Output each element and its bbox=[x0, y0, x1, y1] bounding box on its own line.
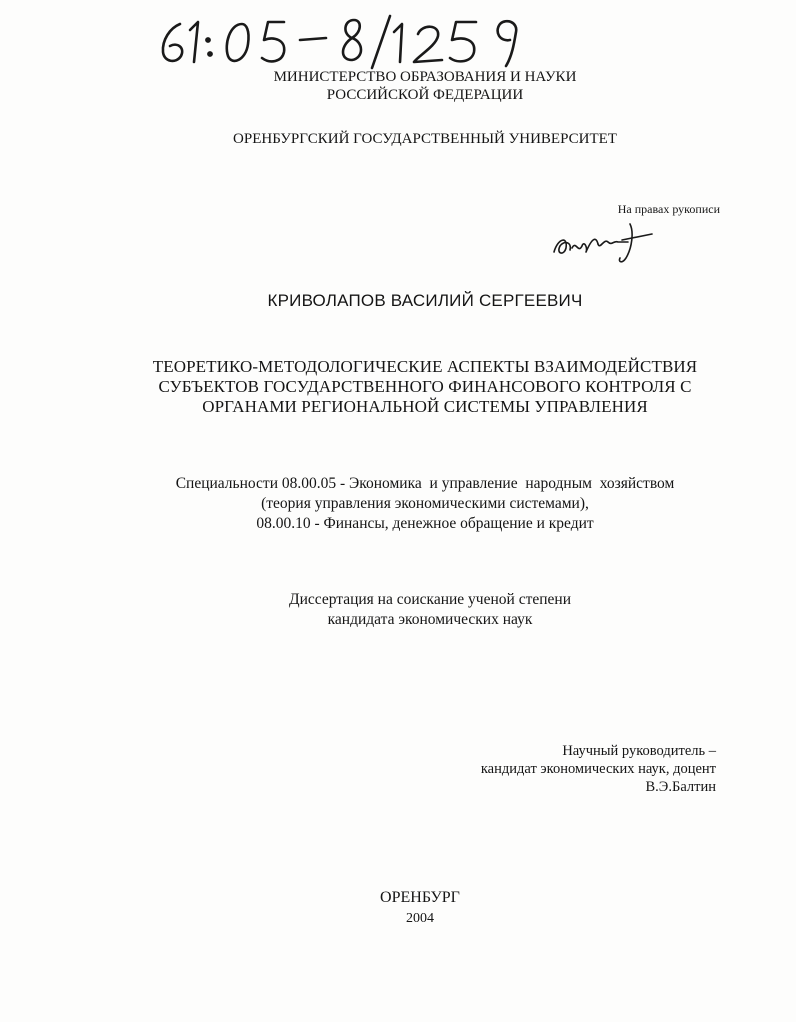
specialty-block bbox=[90, 474, 760, 534]
city: ОРЕНБУРГ bbox=[380, 889, 460, 906]
handwritten-catalog-number bbox=[150, 10, 550, 74]
ministry-line-2: РОССИЙСКОЙ ФЕДЕРАЦИИ bbox=[326, 87, 524, 103]
specialty-line-3: 08.00.10 - Финансы, денежное обращение и кредит bbox=[256, 515, 594, 532]
degree-line-2: кандидата экономических наук bbox=[327, 611, 533, 628]
ministry-heading bbox=[200, 68, 650, 104]
specialty-line-2: (теория управления экономическими системами), bbox=[261, 495, 589, 512]
degree-statement bbox=[200, 590, 660, 630]
supervisor-line-2: кандидат экономических наук, доцент bbox=[480, 761, 716, 777]
specialty-line-1: Специальности 08.00.05 - Экономика и управление народным хозяйством bbox=[175, 475, 675, 492]
manuscript-rights-note: На правах рукописи bbox=[617, 202, 720, 216]
author-signature bbox=[548, 218, 658, 268]
supervisor-line-3: В.Э.Балтин bbox=[645, 779, 716, 795]
university-name: ОРЕНБУРГСКИЙ ГОСУДАРСТВЕННЫЙ УНИВЕРСИТЕТ bbox=[233, 131, 617, 147]
dissertation-title bbox=[100, 357, 750, 417]
title-line-3: ОРГАНАМИ РЕГИОНАЛЬНОЙ СИСТЕМЫ УПРАВЛЕНИЯ bbox=[202, 397, 648, 416]
degree-line-1: Диссертация на соискание ученой степени bbox=[289, 591, 571, 608]
ministry-line-1: МИНИСТЕРСТВО ОБРАЗОВАНИЯ И НАУКИ bbox=[273, 69, 577, 85]
title-line-2: СУБЪЕКТОВ ГОСУДАРСТВЕННОГО ФИНАНСОВОГО КОНТРОЛЯ С bbox=[158, 377, 692, 396]
scientific-supervisor bbox=[420, 742, 716, 796]
year: 2004 bbox=[406, 911, 434, 926]
supervisor-line-1: Научный руководитель – bbox=[562, 743, 716, 759]
author-name: КРИВОЛАПОВ ВАСИЛИЙ СЕРГЕЕВИЧ bbox=[267, 291, 583, 310]
title-line-1: ТЕОРЕТИКО-МЕТОДОЛОГИЧЕСКИЕ АСПЕКТЫ ВЗАИМОДЕЙСТВИЯ bbox=[152, 357, 698, 376]
